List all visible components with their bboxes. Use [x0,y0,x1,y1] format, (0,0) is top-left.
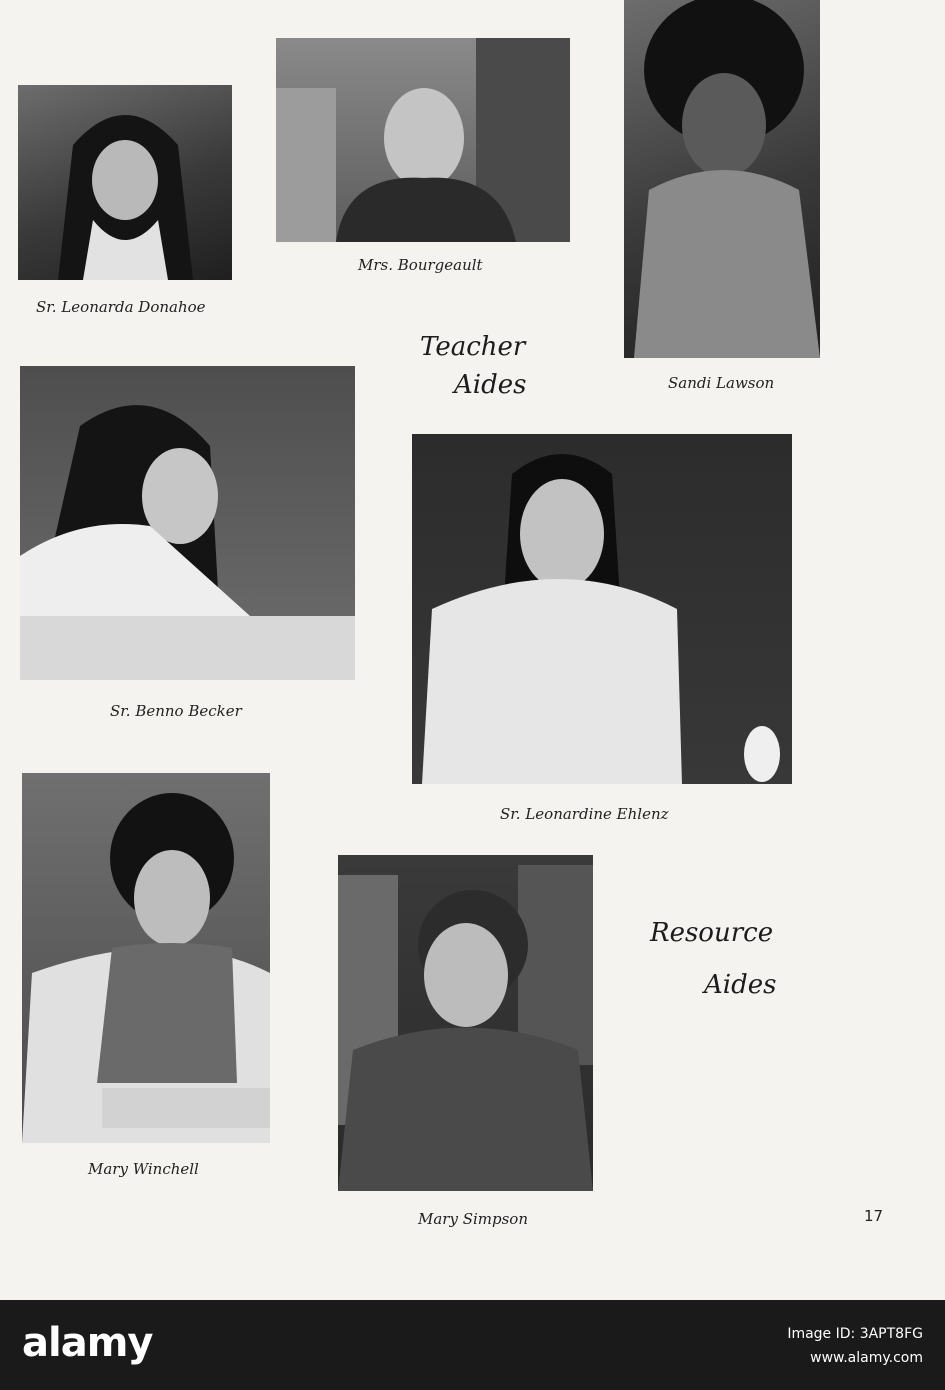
photo-mary-winchell [22,773,270,1143]
photo-sr-benno-becker [20,366,355,680]
caption-sr-leonardine-ehlenz: Sr. Leonardine Ehlenz [500,805,669,823]
photo-sandi-lawson [624,0,820,358]
alamy-logo: alamy [22,1320,153,1366]
caption-sr-leonarda-donahoe: Sr. Leonarda Donahoe [36,298,206,316]
photo-mrs-bourgeault [276,38,570,242]
caption-mrs-bourgeault: Mrs. Bourgeault [358,256,483,274]
portrait-silhouette [412,434,792,784]
caption-mary-simpson: Mary Simpson [418,1210,529,1228]
portrait-silhouette [276,38,570,242]
caption-sandi-lawson: Sandi Lawson [668,374,775,392]
image-id-text: Image ID: 3APT8FG [787,1326,923,1342]
page-number: 17 [864,1207,884,1225]
heading-resource-aides: Aides [704,970,777,1000]
caption-sr-benno-becker: Sr. Benno Becker [110,702,242,720]
photo-sr-leonarda-donahoe [18,85,232,280]
photo-mary-simpson [338,855,593,1191]
footer-info [787,1322,923,1370]
caption-mary-winchell: Mary Winchell [88,1160,199,1178]
heading-teacher-aides: Aides [454,370,527,400]
portrait-silhouette [20,366,355,680]
photo-sr-leonardine-ehlenz [412,434,792,784]
heading-resource: Resource [650,918,774,948]
portrait-silhouette [624,0,820,358]
site-url-text: www.alamy.com [810,1350,923,1366]
portrait-silhouette [18,85,232,280]
heading-teacher: Teacher [420,332,526,362]
footer-bar [0,1300,945,1390]
portrait-silhouette [22,773,270,1143]
portrait-silhouette [338,855,593,1191]
